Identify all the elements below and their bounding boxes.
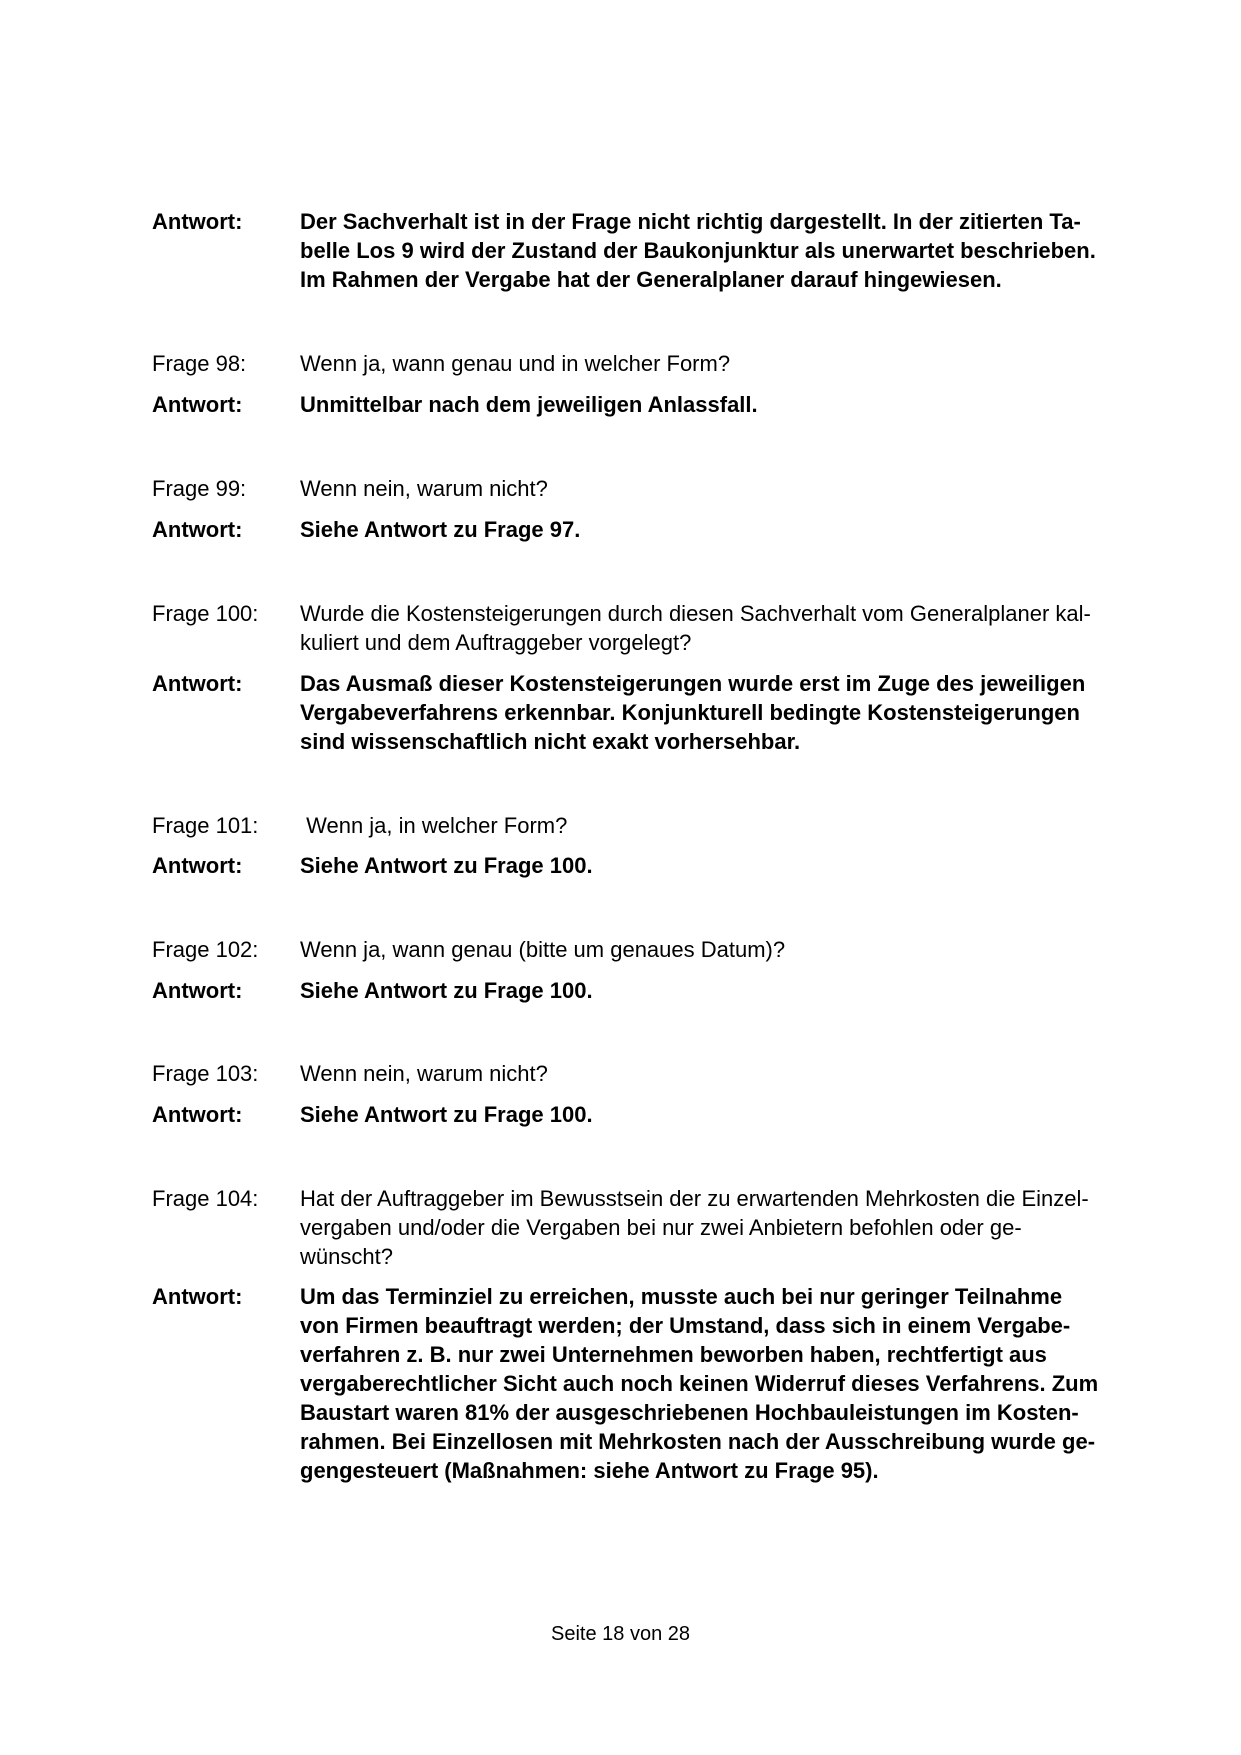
answer-label: Antwort: — [152, 1102, 243, 1127]
text-line: Wenn nein, warum nicht? — [300, 476, 548, 501]
answer-text — [300, 515, 1241, 544]
text-line: Wenn ja, in welcher Form? — [300, 813, 568, 838]
question-label: Frage 99: — [152, 476, 247, 501]
answer-text — [300, 1100, 1241, 1129]
question-label: Frage 98: — [152, 351, 247, 376]
answer-label: Antwort: — [152, 517, 243, 542]
question-label: Frage 104: — [152, 1186, 259, 1211]
answer-text — [300, 851, 1241, 880]
text-line: Wenn nein, warum nicht? — [300, 1061, 548, 1086]
text-line: Wenn ja, wann genau (bitte um genaues Datum)? — [300, 937, 786, 962]
answer-label: Antwort: — [152, 1284, 243, 1309]
question-text — [300, 599, 1241, 657]
text-line: Siehe Antwort zu Frage 97. — [300, 517, 581, 542]
question-label: Frage 101: — [152, 813, 259, 838]
answer-text — [300, 207, 1241, 294]
answer-text — [300, 1282, 1241, 1485]
text-line: Wenn ja, wann genau und in welcher Form? — [300, 351, 731, 376]
text-line: Siehe Antwort zu Frage 100. — [300, 853, 593, 878]
question-label: Frage 100: — [152, 601, 259, 626]
text-line: von Firmen beauftragt werden; der Umstand, dass sich in einem Vergabe- — [300, 1313, 1071, 1338]
answer-text — [300, 669, 1241, 756]
question-text — [300, 474, 1241, 503]
page-footer — [0, 1621, 1241, 1647]
text-line: Siehe Antwort zu Frage 100. — [300, 978, 593, 1003]
text-line: Unmittelbar nach dem jeweiligen Anlassfall. — [300, 392, 758, 417]
text-line: belle Los 9 wird der Zustand der Baukonjunktur als unerwartet beschrieben. — [300, 238, 1096, 263]
text-line: gengesteuert (Maßnahmen: siehe Antwort zu Frage 95). — [300, 1458, 879, 1483]
answer-label: Antwort: — [152, 671, 243, 696]
answer-label: Antwort: — [152, 392, 243, 417]
text-line: Im Rahmen der Vergabe hat der Generalplaner darauf hingewiesen. — [300, 267, 1002, 292]
text-line: verfahren z. B. nur zwei Unternehmen beworben haben, rechtfertigt aus — [300, 1342, 1047, 1367]
text-line: Um das Terminziel zu erreichen, musste auch bei nur geringer Teilnahme — [300, 1284, 1063, 1309]
text-line: Siehe Antwort zu Frage 100. — [300, 1102, 593, 1127]
answer-text — [300, 390, 1241, 419]
text-line: kuliert und dem Auftraggeber vorgelegt? — [300, 630, 692, 655]
text-line: Das Ausmaß dieser Kostensteigerungen wurde erst im Zuge des jeweiligen — [300, 671, 1086, 696]
page-number: Seite 18 von 28 — [551, 1623, 690, 1645]
answer-label: Antwort: — [152, 209, 243, 234]
question-text — [300, 349, 1241, 378]
text-line: rahmen. Bei Einzellosen mit Mehrkosten nach der Ausschreibung wurde ge- — [300, 1429, 1096, 1454]
text-line: vergaben und/oder die Vergaben bei nur zwei Anbietern befohlen oder ge- — [300, 1215, 1022, 1240]
question-label: Frage 102: — [152, 937, 259, 962]
answer-text — [300, 976, 1241, 1005]
text-line: vergaberechtlicher Sicht auch noch keinen Widerruf dieses Verfahrens. Zum — [300, 1371, 1099, 1396]
text-line: Hat der Auftraggeber im Bewusstsein der zu erwartenden Mehrkosten die Einzel- — [300, 1186, 1089, 1211]
text-line: Der Sachverhalt ist in der Frage nicht richtig dargestellt. In der zitierten Ta- — [300, 209, 1081, 234]
question-text — [300, 1059, 1241, 1088]
answer-label: Antwort: — [152, 853, 243, 878]
text-line: Vergabeverfahrens erkennbar. Konjunkturell bedingte Kostensteigerungen — [300, 700, 1080, 725]
question-text — [300, 1184, 1241, 1271]
text-line: Baustart waren 81% der ausgeschriebenen Hochbauleistungen im Kosten- — [300, 1400, 1079, 1425]
text-line: wünscht? — [300, 1244, 393, 1269]
text-line: sind wissenschaftlich nicht exakt vorhersehbar. — [300, 729, 801, 754]
question-text — [300, 935, 1241, 964]
answer-label: Antwort: — [152, 978, 243, 1003]
question-label: Frage 103: — [152, 1061, 259, 1086]
question-text — [300, 811, 1241, 840]
text-line: Wurde die Kostensteigerungen durch diesen Sachverhalt vom Generalplaner kal- — [300, 601, 1091, 626]
